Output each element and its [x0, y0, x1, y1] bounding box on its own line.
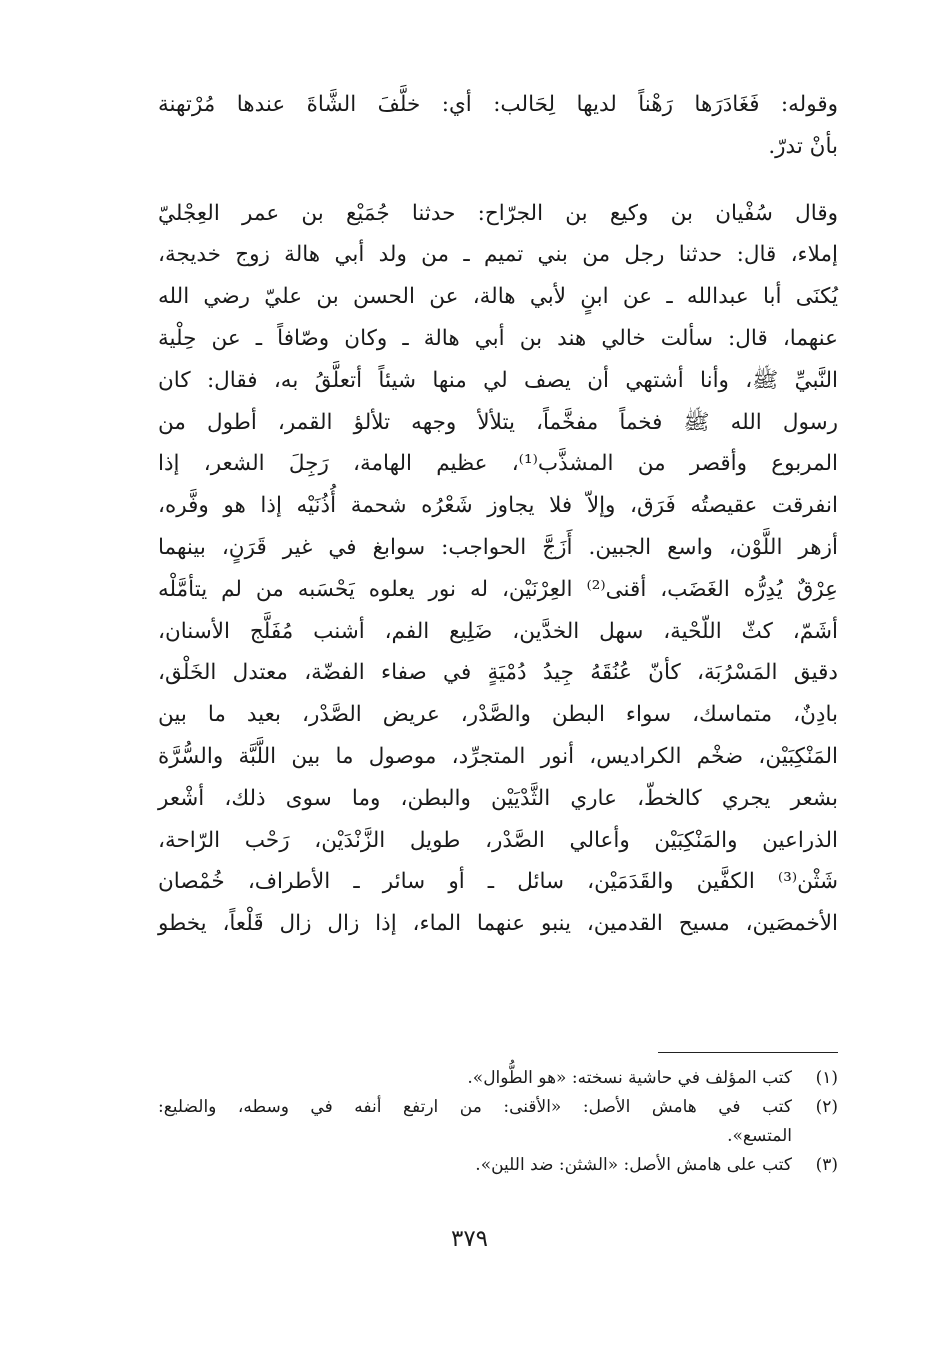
footnote-1 — [158, 1064, 838, 1093]
text-line: وقوله: فَغَادَرَها رَهْناً لديها لِحَالب: أي: خلَّفَ الشَّاةَ عندها مُرْتهنة — [158, 92, 838, 117]
text-line: يُكنَى أبا عبدالله ـ عن ابنٍ لأبي هالة، عن الحسن بن عليّ رضي الله — [158, 284, 838, 310]
paragraph-1 — [158, 84, 838, 168]
text-line: شَثْن⁽³⁾ الكفَّين والقَدَمَيْن، سائل ـ أو سائر ـ الأطراف، خُمْصان — [158, 869, 838, 895]
text-line: إملاء، قال: حدثنا رجل من بني تميم ـ من ولد أبي هالة زوج خديجة، — [158, 242, 838, 268]
footnote-2 — [158, 1093, 838, 1151]
footnote-number: (٢) — [815, 1097, 838, 1117]
footnote-separator — [658, 1052, 838, 1053]
text-line: الأخمصَين، مسيح القدمين، ينبو عنهما الماء، إذا زال زال قَلْعاً، يخطو — [158, 911, 838, 937]
text-line: النَّبيِّ ﷺ، وأنا أشتهي أن يصف لي منها شيئاً أتعلَّقُ به، فقال: كان — [158, 367, 838, 393]
text-line: أشَمّ، كثّ اللّحْية، سهل الخدَّين، ضَلِيع الفم، أشنب مُفَلَّج الأسنان، — [158, 618, 838, 644]
text-line: المَنْكِبَيْن، ضخْم الكراديس، أنور المتجرِّد، موصول ما بين اللَّبَّة والسُّرَّة — [158, 743, 838, 769]
footnote-line: كتب على هامش الأصل: «الشثن: ضد اللين». — [475, 1155, 792, 1175]
page-number: ٣٧٩ — [450, 1226, 489, 1252]
text-line: وقال سُفْيان بن وكيع بن الجرّاح: حدثنا جُمَيْع بن عمر العِجْليّ — [158, 200, 838, 226]
main-text — [158, 84, 838, 945]
text-line: بأنْ تدرّ. — [768, 133, 838, 159]
text-line: عنهما، قال: سألت خالي هند بن أبي هالة ـ وكان وصّافاً ـ عن حِلْية — [158, 325, 838, 351]
paragraph-2 — [158, 193, 838, 945]
footnote-line: كتب في هامش الأصل: «الأقنى: من ارتفع أنفه في وسطه، والضليع: — [158, 1097, 792, 1117]
footnote-3 — [158, 1151, 838, 1180]
footnote-number: (١) — [815, 1068, 838, 1088]
footnote-line: المتسع». — [727, 1126, 792, 1146]
text-line: انفرقت عقيصتُه فَرَق، وإلاّ فلا يجاوز شَعْرُه شحمة أُذُنَيْه إذا هو وفَّره، — [158, 493, 838, 519]
text-line: بادِنٌ، متماسك، سواء البطن والصَّدْر، عريض الصَّدْر، بعيد ما بين — [158, 702, 838, 728]
text-line: أزهر اللَّوْن، واسع الجبين. أَزَجَّ الحواجب: سوابغ في غير قَرَنٍ، بينهما — [158, 534, 838, 560]
paragraph-gap — [158, 168, 838, 193]
footnotes — [158, 1064, 838, 1180]
text-line: رسول الله ﷺ فخماً مفخَّماً، يتلألأ وجهه تلألؤ القمر، أطول من — [158, 409, 838, 435]
text-line: بشعر يجري كالخطّ، عاري الثَّدْيَيْن والبطن، وما سوى ذلك، أشْعر — [158, 785, 838, 811]
text-line: المربوع وأقصر من المشذَّب⁽¹⁾، عظيم الهامة، رَجِلَ الشعر، إذا — [158, 451, 838, 477]
text-line: الذراعين والمَنْكِبَيْن وأعالي الصَّدْر، طويل الزَّنْدَيْن، رَحْب الرّاحة، — [158, 827, 838, 853]
footnote-number: (٣) — [815, 1155, 838, 1175]
text-line: عِرْقٌ يُدِرُّه الغَضَب، أقنى⁽²⁾ العِرْنَيْن، له نور يعلوه يَحْسَبه من لم يتأمَّلْه — [158, 576, 839, 602]
footnote-text — [158, 1151, 792, 1180]
footnote-text — [158, 1064, 792, 1093]
footnote-line: كتب المؤلف في حاشية نسخته: «هو الطُّوال». — [467, 1068, 792, 1088]
footnote-text — [158, 1093, 792, 1151]
text-line: دقيق المَسْرُبَة، كأنّ عُنُقَهُ جِيدُ دُمْيَةٍ في صفاء الفضّة، معتدل الخَلْق، — [158, 660, 838, 686]
